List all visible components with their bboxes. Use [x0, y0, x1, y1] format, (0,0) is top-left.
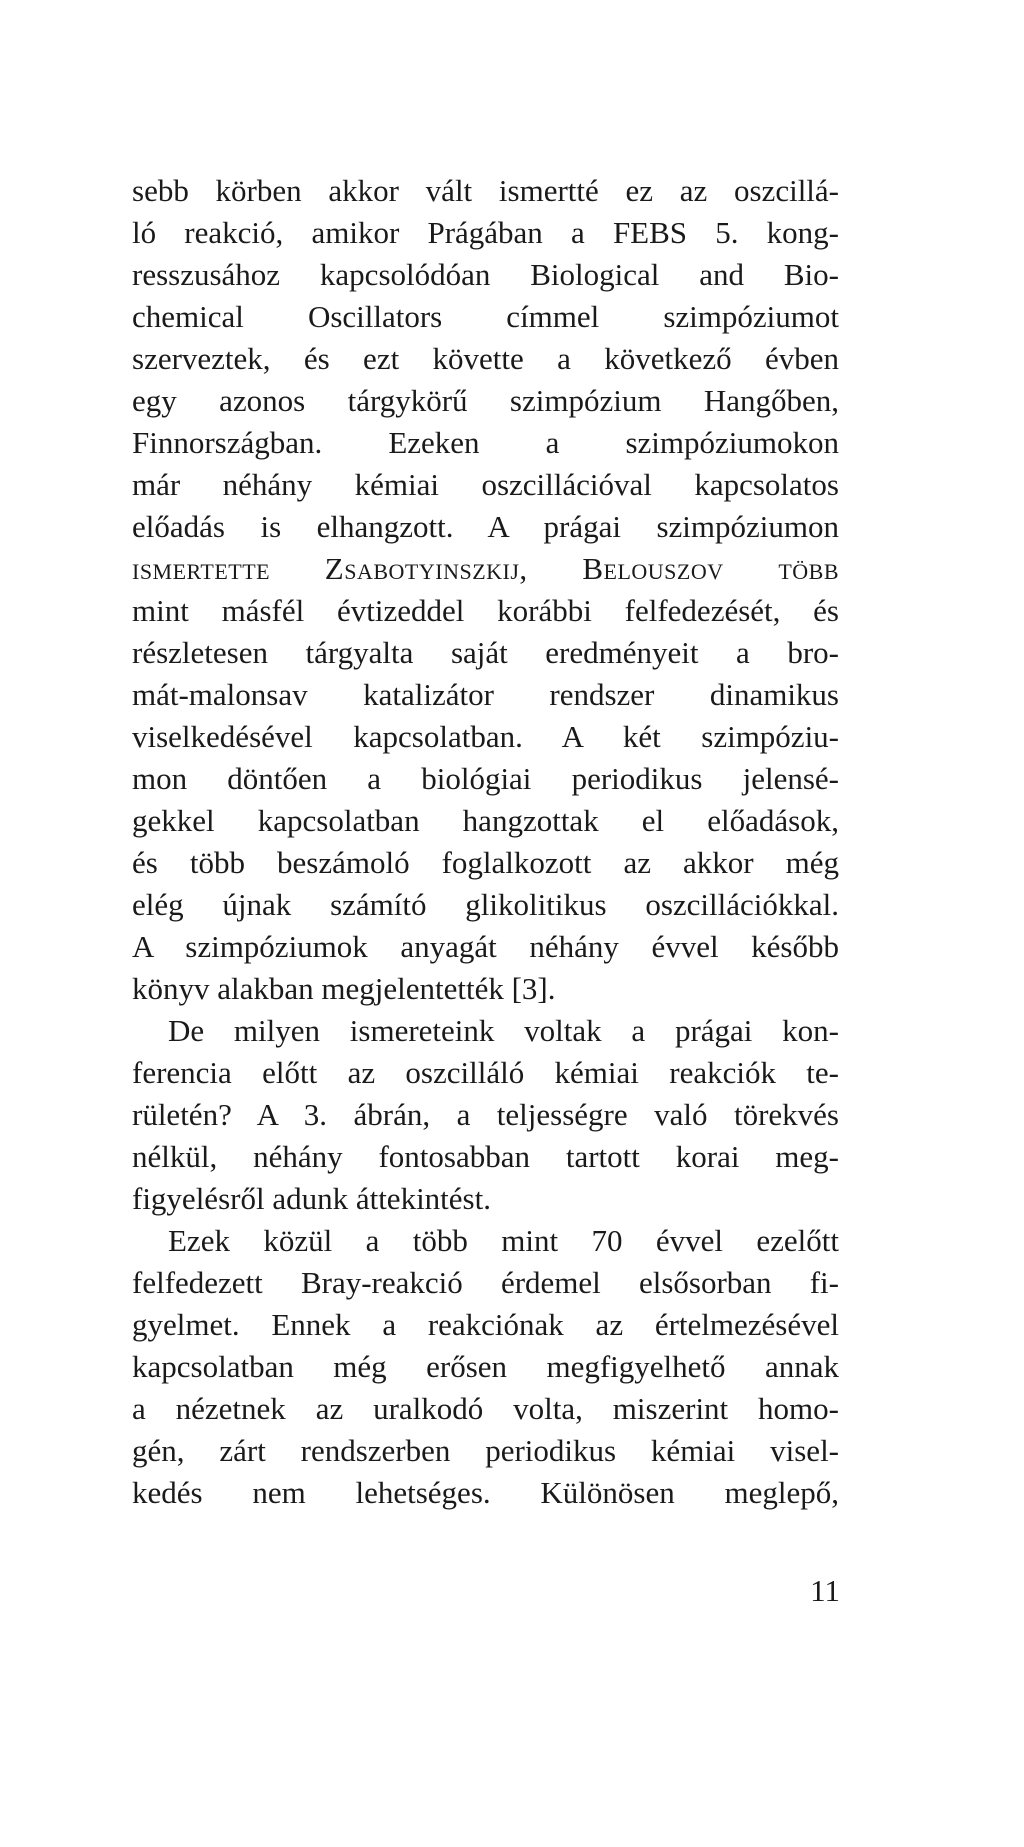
text-line: szerveztek, és ezt követte a következő évben: [132, 341, 839, 376]
text-line: előadás is elhangzott. A prágai szimpóziumon: [132, 509, 839, 544]
text-line: rületén? A 3. ábrán, a teljességre való törekvés: [132, 1097, 839, 1132]
text-line: mát-malonsav katalizátor rendszer dinamikus: [132, 677, 839, 712]
text-line: kedés nem lehetséges. Különösen meglepő,: [132, 1475, 839, 1510]
text-line: ferencia előtt az oszcilláló kémiai reakciók te-: [132, 1055, 839, 1090]
text-line: kapcsolatban még erősen megfigyelhető annak: [132, 1349, 839, 1384]
text-line: chemical Oscillators címmel szimpóziumot: [132, 299, 839, 334]
text-line: resszusához kapcsolódóan Biological and Bio-: [132, 257, 839, 292]
text-line-paragraph-start: De milyen ismereteink voltak a prágai kon-: [168, 1013, 839, 1048]
text-line: A szimpóziumok anyagát néhány évvel később: [132, 929, 839, 964]
text-line: könyv alakban megjelentették [3].: [132, 971, 556, 1006]
text-line: nélkül, néhány fontosabban tartott korai meg-: [132, 1139, 839, 1174]
text-line: sebb körben akkor vált ismertté ez az oszcillá-: [132, 173, 839, 208]
text-line: gyelmet. Ennek a reakciónak az értelmezésével: [132, 1307, 839, 1342]
page-number: 11: [810, 1573, 840, 1608]
text-line: figyelésről adunk áttekintést.: [132, 1181, 491, 1216]
text-line: gén, zárt rendszerben periodikus kémiai visel-: [132, 1433, 839, 1468]
text-line: részletesen tárgyalta saját eredményeit a bro-: [132, 635, 839, 670]
text-line-author-names: ismertette Zsabotyinszkij, Belouszov több: [132, 551, 839, 586]
text-line: a nézetnek az uralkodó volta, miszerint homo-: [132, 1391, 839, 1426]
text-line: gekkel kapcsolatban hangzottak el előadások,: [132, 803, 839, 838]
text-line-paragraph-start: Ezek közül a több mint 70 évvel ezelőtt: [168, 1223, 839, 1258]
text-line: ló reakció, amikor Prágában a FEBS 5. kong-: [132, 215, 839, 250]
text-line: egy azonos tárgykörű szimpózium Hangőben,: [132, 383, 839, 418]
text-line: viselkedésével kapcsolatban. A két szimpóziu-: [132, 719, 839, 754]
text-line: felfedezett Bray-reakció érdemel elsősorban fi-: [132, 1265, 839, 1300]
text-line: Finnországban. Ezeken a szimpóziumokon: [132, 425, 839, 460]
text-line: mint másfél évtizeddel korábbi felfedezését, és: [132, 593, 839, 628]
text-line: már néhány kémiai oszcillációval kapcsolatos: [132, 467, 839, 502]
text-line: elég újnak számító glikolitikus oszcillációkkal.: [132, 887, 839, 922]
text-line: és több beszámoló foglalkozott az akkor még: [132, 845, 839, 880]
body-text: [132, 170, 839, 1514]
text-line: mon döntően a biológiai periodikus jelensé-: [132, 761, 839, 796]
